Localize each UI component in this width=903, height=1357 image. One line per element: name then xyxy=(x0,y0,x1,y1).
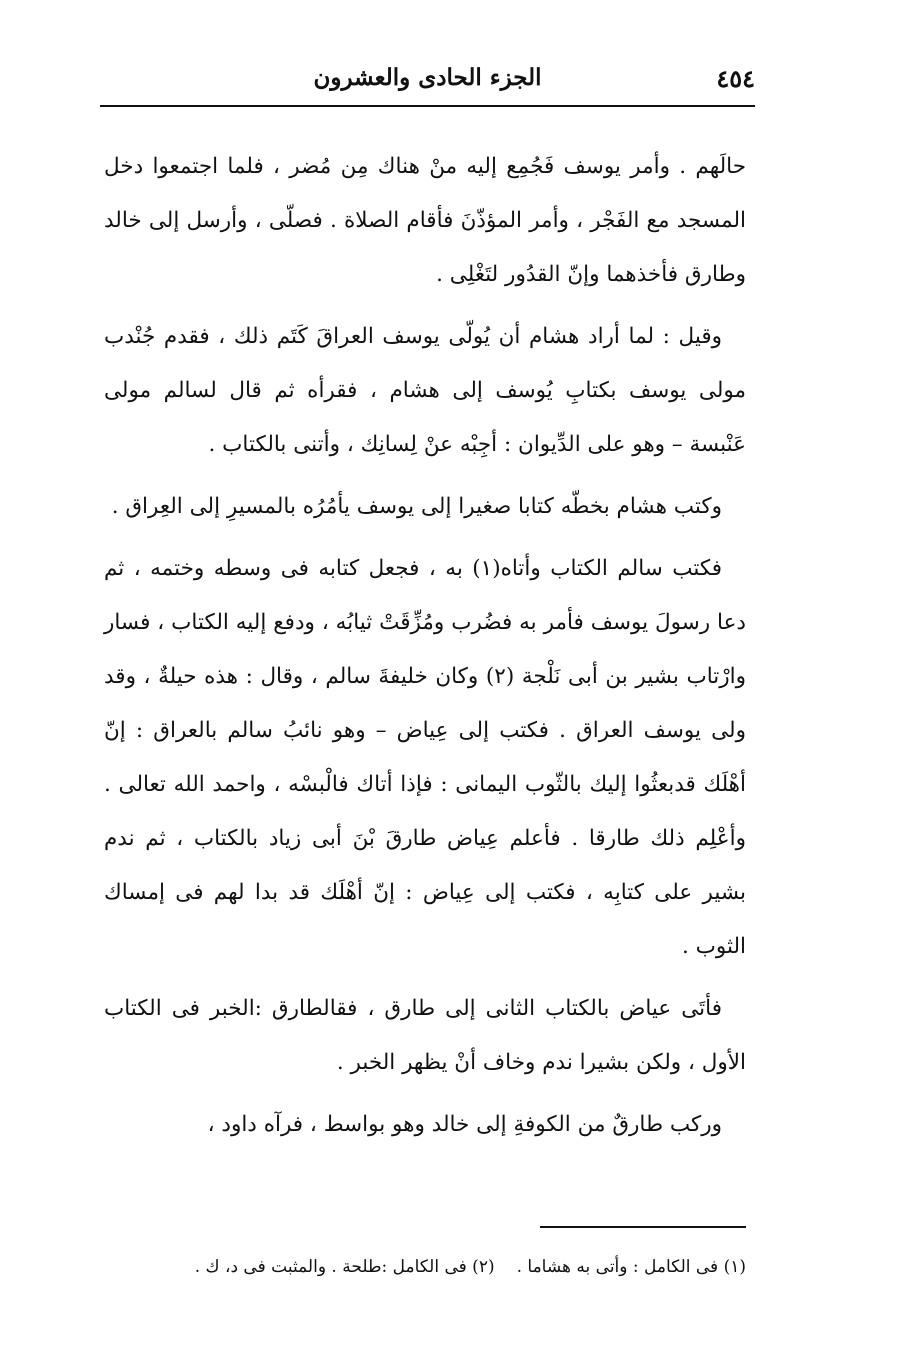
page-number: ٤٥٤ xyxy=(716,64,755,93)
paragraph: فكتب سالم الكتاب وأتاه(١) به ، فجعل كتابه فى وسطه وختمه ، ثم دعا رسولَ يوسف فأمر به فضُرب ومُزِّقَتْ ثيابُه ، ودفع إليه الكتاب ، فسار وارْتاب بشير بن أبى نَلْجة (٢) وكان خليفةَ سالم ، وقال : هذه حيلةٌ ، وقد ولى يوسف العراق . فكتب إلى عِياض – وهو نائبُ سالم بالعراق : إنّ أهْلَك قدبعثُوا إليك بالثّوب اليمانى : فإذا أتاك فالْبسْه ، واحمد الله تعالى . وأعْلِم ذلك طارقا . فأعلم عِياض طارقَ بْنَ أبى زياد بالكتاب ، ثم ندم بشير على كتابِه ، فكتب إلى عِياض : إنّ أهْلَك قد بدا لهم فى إمساك الثوب . xyxy=(104,556,746,959)
footnotes xyxy=(104,1250,746,1284)
page-header xyxy=(100,60,755,104)
main-text xyxy=(104,140,746,1160)
footnote-rule xyxy=(540,1226,746,1228)
paragraph: حالَهم . وأمر يوسف فَجُمِع إليه منْ هناك مِن مُضر ، فلما اجتمعوا دخل المسجد مع الفَجْر ، وأمر المؤذّنَ فأقام الصلاة . فصلّى ، وأرسل إلى خالد وطارق فأخذهما وإنّ القدُور لتَغْلِى . xyxy=(104,154,746,287)
paragraph: وركب طارقٌ من الكوفةِ إلى خالد وهو بواسط ، فرآه داود ، xyxy=(207,1112,722,1137)
paragraph: فأتَى عياض بالكتاب الثانى إلى طارق ، فقالطارق :الخبر فى الكتاب الأول ، ولكن بشيرا ندم وخاف أنْ يظهر الخبر . xyxy=(104,996,746,1075)
header-rule xyxy=(100,105,755,107)
footnote-1: (١) فى الكامل : وأتى به هشاما . xyxy=(516,1257,746,1277)
running-title: الجزء الحادى والعشرون xyxy=(313,64,542,91)
footnote-2: (٢) فى الكامل :طلحة . والمثبت فى د، ك . xyxy=(194,1257,495,1277)
paragraph: وكتب هشام بخطّه كتابا صغيرا إلى يوسف يأمُرُه بالمسيرِ إلى العِراق . xyxy=(111,494,722,519)
paragraph: وقيل : لما أراد هشام أن يُولّى يوسف العراقَ كَتَم ذلك ، فقدم جُنْدب مولى يوسف بكتابِ يُوسف إلى هشام ، فقرأه ثم قال لسالم مولى عَنْبسة – وهو على الدِّيوان : أجِبْه عنْ لِسانِك ، وأتنى بالكتاب . xyxy=(104,324,746,457)
